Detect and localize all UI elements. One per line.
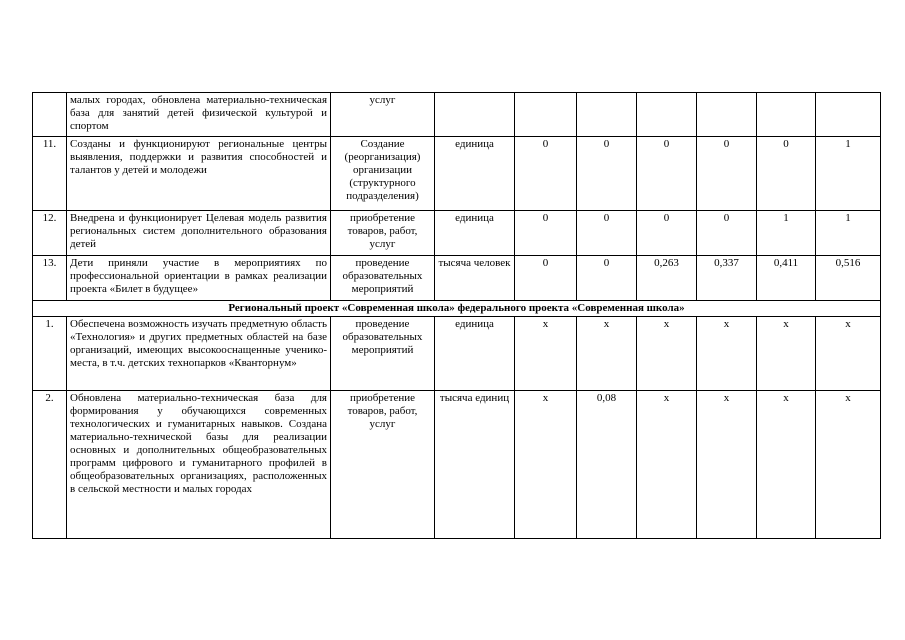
row-value <box>816 93 881 137</box>
row-value <box>515 93 577 137</box>
row-value: 1 <box>816 211 881 256</box>
row-number: 2. <box>33 391 67 539</box>
row-description: малых городах, обновлена материально-техническая база для занятий детей физической культурой и спортом <box>67 93 331 137</box>
row-value: х <box>757 317 816 391</box>
table-row <box>33 317 881 391</box>
row-value: х <box>515 391 577 539</box>
row-value: х <box>515 317 577 391</box>
row-value: 0 <box>637 211 697 256</box>
row-activity-type: проведение образовательных мероприятий <box>331 317 435 391</box>
row-value: 0,411 <box>757 256 816 301</box>
row-unit: единица <box>435 137 515 211</box>
row-value: х <box>757 391 816 539</box>
row-value <box>637 93 697 137</box>
row-value: х <box>697 317 757 391</box>
row-value <box>697 93 757 137</box>
row-unit: единица <box>435 317 515 391</box>
row-value <box>577 93 637 137</box>
row-description: Внедрена и функционирует Целевая модель развития региональных систем дополнительного образования детей <box>67 211 331 256</box>
row-value: 0 <box>577 211 637 256</box>
row-value: 0 <box>637 137 697 211</box>
row-value: 0,08 <box>577 391 637 539</box>
row-description: Дети приняли участие в мероприятиях по профессиональной ориентации в рамках реализации проекта «Билет в будущее» <box>67 256 331 301</box>
row-activity-type: проведение образовательных мероприятий <box>331 256 435 301</box>
row-value: х <box>816 317 881 391</box>
row-value: 0 <box>577 137 637 211</box>
row-value: 0 <box>757 137 816 211</box>
table-row <box>33 93 881 137</box>
row-activity-type: Создание (реорганизация) организации (структурного подразделения) <box>331 137 435 211</box>
row-number: 1. <box>33 317 67 391</box>
row-number <box>33 93 67 137</box>
table-row <box>33 256 881 301</box>
row-value: х <box>637 317 697 391</box>
row-unit: тысяча единиц <box>435 391 515 539</box>
table-row <box>33 137 881 211</box>
row-unit: единица <box>435 211 515 256</box>
row-value: 0,516 <box>816 256 881 301</box>
indicators-table <box>32 92 881 539</box>
row-unit <box>435 93 515 137</box>
row-value: х <box>637 391 697 539</box>
row-value <box>757 93 816 137</box>
row-value: 0 <box>515 137 577 211</box>
row-number: 13. <box>33 256 67 301</box>
row-value: 0 <box>515 211 577 256</box>
row-value: 1 <box>816 137 881 211</box>
row-value: х <box>816 391 881 539</box>
row-description: Обеспечена возможность изучать предметную область «Технология» и других предметных областей на базе организаций, имеющих высокооснащенные ученико-места, в т.ч. детских технопарков «Кванторнум» <box>67 317 331 391</box>
row-value: 0 <box>697 137 757 211</box>
row-value: 0,337 <box>697 256 757 301</box>
row-activity-type: услуг <box>331 93 435 137</box>
row-number: 12. <box>33 211 67 256</box>
row-value: х <box>577 317 637 391</box>
row-value: 0 <box>515 256 577 301</box>
section-row <box>33 301 881 317</box>
row-value: 0 <box>697 211 757 256</box>
row-number: 11. <box>33 137 67 211</box>
table-row <box>33 211 881 256</box>
row-description: Созданы и функционируют региональные центры выявления, поддержки и развития способностей и талантов у детей и молодежи <box>67 137 331 211</box>
row-unit: тысяча человек <box>435 256 515 301</box>
row-activity-type: приобретение товаров, работ, услуг <box>331 211 435 256</box>
table-row <box>33 391 881 539</box>
section-title: Региональный проект «Современная школа» федерального проекта «Современная школа» <box>33 301 881 317</box>
row-value: 0,263 <box>637 256 697 301</box>
row-activity-type: приобретение товаров, работ, услуг <box>331 391 435 539</box>
row-value: 1 <box>757 211 816 256</box>
row-value: 0 <box>577 256 637 301</box>
row-value: х <box>697 391 757 539</box>
row-description: Обновлена материально-техническая база для формирования у обучающихся современных технологических и гуманитарных навыков. Создана материально-технической базы для реализации основных и дополнительных общеобразовательных программ цифрового и гуманитарного профилей в общеобразовательных организациях, расположенных в сельской местности и малых городах <box>67 391 331 539</box>
